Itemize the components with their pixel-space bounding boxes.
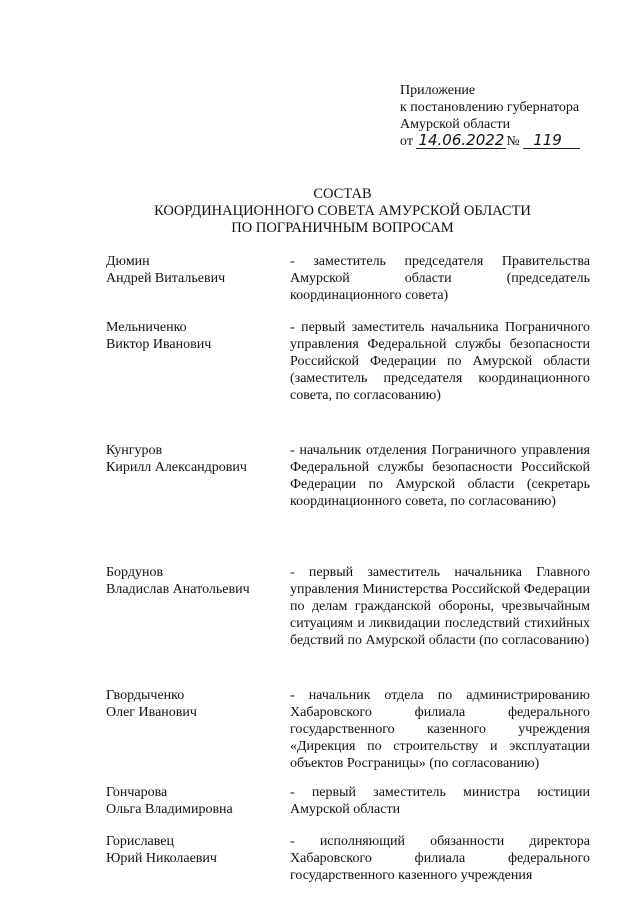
appendix-label: Приложение bbox=[400, 83, 476, 98]
member-surname: Кунгуров bbox=[106, 443, 163, 458]
member-given-name: Андрей Витальевич bbox=[106, 271, 226, 286]
member-given-name: Юрий Николаевич bbox=[106, 851, 217, 866]
member-row bbox=[106, 319, 590, 442]
title-line-2: КООРДИНАЦИОННОГО СОВЕТА АМУРСКОЙ ОБЛАСТИ bbox=[154, 203, 531, 219]
member-given-name: Олег Иванович bbox=[106, 705, 197, 720]
handwritten-date: 14.06.2022 bbox=[418, 131, 505, 149]
member-role: - первый заместитель начальника Пограничного управления Федеральной службы безопасности Российской Федерации по Амурской области (заместитель председателя координационного совета, по согласованию) bbox=[290, 320, 590, 403]
date-prefix: от bbox=[400, 134, 413, 149]
member-surname: Мельниченко bbox=[106, 320, 187, 335]
member-name bbox=[106, 442, 290, 564]
member-name bbox=[106, 564, 290, 687]
appendix-region-line: Амурской области bbox=[400, 117, 511, 132]
member-role: - начальник отдела по администрированию Хабаровского филиала федерального государственного казенного учреждения «Дирекция по строительству и эксплуатации объектов Росграницы» (по согласованию) bbox=[290, 688, 590, 771]
appendix-date-line bbox=[400, 133, 620, 150]
member-name bbox=[106, 687, 290, 784]
member-role: - заместитель председателя Правительства Амурской области (председатель координационного совета) bbox=[290, 254, 590, 303]
member-surname: Гориславец bbox=[106, 834, 175, 849]
document-title bbox=[100, 186, 585, 237]
title-line-3: ПО ПОГРАНИЧНЫМ ВОПРОСАМ bbox=[231, 220, 454, 236]
member-given-name: Виктор Иванович bbox=[106, 337, 212, 352]
appendix-resolution-line: к постановлению губернатора bbox=[400, 100, 580, 115]
member-role: - первый заместитель начальника Главного управления Министерства Российской Федерации по делам гражданской обороны, чрезвычайным ситуациям и ликвидации последствий стихийных бедствий по Амурской области (по согласованию) bbox=[290, 565, 590, 648]
member-role: - первый заместитель министра юстиции Амурской области bbox=[290, 785, 590, 817]
member-given-name: Ольга Владимировна bbox=[106, 802, 233, 817]
member-surname: Бордунов bbox=[106, 565, 164, 580]
member-role: - исполняющий обязанности директора Хабаровского филиала федерального государственного казенного учреждения bbox=[290, 834, 590, 883]
member-name bbox=[106, 784, 290, 833]
member-given-name: Владислав Анатольевич bbox=[106, 582, 250, 597]
member-name bbox=[106, 253, 290, 319]
member-row bbox=[106, 833, 590, 893]
member-name bbox=[106, 833, 290, 893]
appendix-block bbox=[400, 82, 620, 150]
member-row bbox=[106, 253, 590, 319]
member-surname: Гвордыченко bbox=[106, 688, 185, 703]
member-surname: Гончарова bbox=[106, 785, 168, 800]
member-row bbox=[106, 687, 590, 784]
member-row bbox=[106, 784, 590, 833]
number-sign: № bbox=[506, 134, 520, 149]
member-row bbox=[106, 442, 590, 564]
title-line-1: СОСТАВ bbox=[313, 186, 372, 202]
member-row bbox=[106, 564, 590, 687]
member-surname: Дюмин bbox=[106, 254, 150, 269]
member-name bbox=[106, 319, 290, 442]
member-given-name: Кирилл Александрович bbox=[106, 460, 247, 475]
members-list bbox=[106, 253, 590, 893]
handwritten-number: 119 bbox=[523, 133, 580, 149]
member-role: - начальник отделения Пограничного управления Федеральной службы безопасности Российской Федерации по Амурской области (секретарь координационного совета, по согласованию) bbox=[290, 443, 590, 509]
